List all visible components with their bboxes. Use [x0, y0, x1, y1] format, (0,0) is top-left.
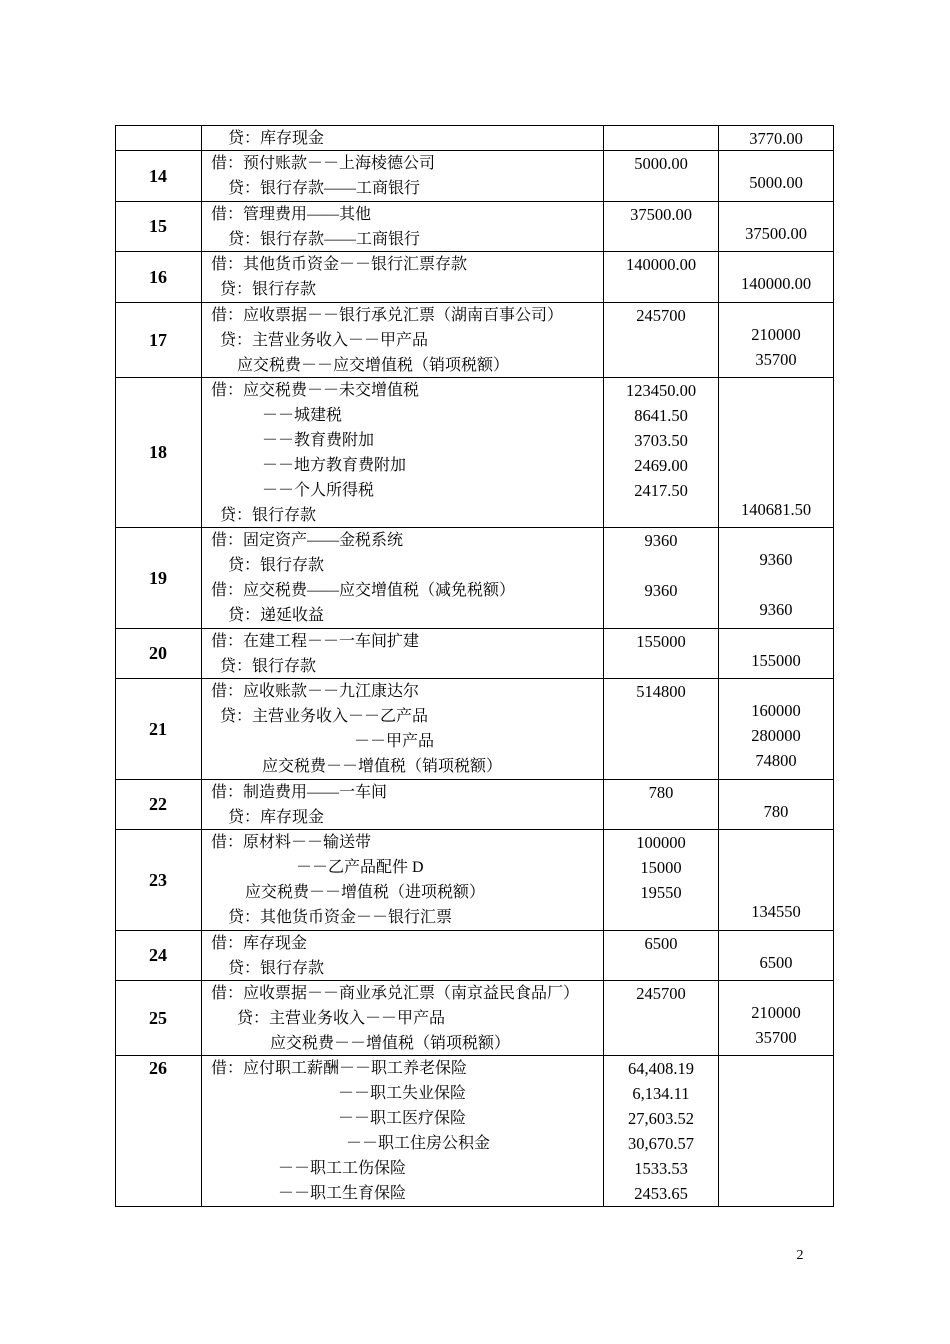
credit-amount: 74800	[755, 751, 797, 770]
journal-row	[115, 780, 834, 829]
table-border	[115, 1206, 834, 1207]
page-number: 2	[796, 1248, 804, 1263]
account-line: 贷：主营业务收入－－乙产品	[220, 708, 429, 725]
debit-amount: 140000.00	[625, 255, 697, 274]
account-line: 贷：递延收益	[228, 607, 325, 624]
debit-amount: 1533.53	[634, 1159, 688, 1178]
account-line: 贷：银行存款	[220, 281, 317, 298]
debit-amount: 245700	[636, 306, 686, 325]
account-line: 贷：主营业务收入－－甲产品	[220, 332, 429, 349]
journal-row	[115, 981, 834, 1055]
credit-amount: 6500	[759, 953, 793, 972]
account-line: －－乙产品配件 D	[296, 859, 424, 876]
entry-number: 16	[149, 266, 167, 287]
debit-amount: 2453.65	[634, 1184, 688, 1203]
debit-amount: 15000	[640, 858, 682, 877]
debit-amount: 2417.50	[634, 481, 688, 500]
account-line: 贷：库存现金	[228, 130, 325, 147]
account-line: 借：制造费用——一车间	[211, 784, 388, 801]
account-line: 应交税费－－增值税（销项税额）	[270, 1035, 511, 1052]
credit-amount: 3770.00	[749, 129, 803, 148]
debit-amount: 27,603.52	[628, 1109, 694, 1128]
account-line: 应交税费－－增值税（进项税额）	[245, 884, 486, 901]
credit-amount: 35700	[755, 350, 797, 369]
entry-number: 22	[149, 794, 167, 814]
account-line: 贷：银行存款	[228, 960, 325, 977]
credit-amount: 140000.00	[740, 274, 812, 293]
account-line: 贷：库存现金	[228, 809, 325, 826]
credit-amount: 134550	[751, 902, 801, 921]
credit-amount: 210000	[751, 1003, 801, 1022]
account-line: 借：应交税费——应交增值税（减免税额）	[211, 582, 516, 599]
account-line: 借：应收账款－－九江康达尔	[211, 683, 420, 700]
entry-number: 21	[149, 718, 167, 739]
credit-amount: 155000	[751, 651, 801, 670]
credit-amount: 160000	[751, 701, 801, 720]
debit-amount: 37500.00	[630, 205, 692, 224]
account-line: 借：应收票据－－银行承兑汇票（湖南百事公司）	[211, 307, 564, 324]
journal-row	[115, 931, 834, 980]
debit-amount: 8641.50	[634, 406, 688, 425]
entry-number: 17	[149, 329, 167, 350]
journal-row	[115, 629, 834, 678]
account-line: －－职工工伤保险	[278, 1160, 407, 1177]
account-line: 贷：主营业务收入－－甲产品	[237, 1010, 446, 1027]
journal-table	[115, 125, 834, 1207]
account-line: 借：库存现金	[211, 935, 308, 952]
credit-amount: 9360	[759, 600, 793, 619]
debit-amount: 514800	[636, 682, 686, 701]
account-line: 借：在建工程－－一车间扩建	[211, 633, 420, 650]
credit-amount: 210000	[751, 325, 801, 344]
debit-amount: 30,670.57	[628, 1134, 694, 1153]
entry-number: 15	[149, 216, 167, 236]
account-line: 贷：银行存款	[220, 507, 317, 524]
account-line: 应交税费－－应交增值税（销项税额）	[237, 357, 510, 374]
credit-amount: 780	[763, 802, 789, 821]
account-line: 借：应收票据－－商业承兑汇票（南京益民食品厂）	[211, 985, 580, 1002]
credit-amount: 280000	[751, 726, 801, 745]
debit-amount: 19550	[640, 883, 682, 902]
debit-amount: 9360	[644, 531, 678, 550]
account-line: 贷：银行存款——工商银行	[228, 231, 421, 248]
entry-number: 18	[149, 442, 167, 462]
account-line: 借：固定资产——金税系统	[211, 532, 404, 549]
account-line: 借：预付账款－－上海棱德公司	[211, 155, 436, 172]
credit-amount: 37500.00	[745, 224, 807, 243]
credit-amount: 5000.00	[749, 173, 803, 192]
account-line: 贷：银行存款	[228, 557, 325, 574]
account-line: －－职工失业保险	[338, 1085, 467, 1102]
journal-row	[115, 1056, 834, 1206]
account-line: 借：管理费用——其他	[211, 206, 372, 223]
journal-row	[115, 378, 834, 527]
debit-amount: 6500	[644, 934, 678, 953]
account-line: －－地方教育费附加	[262, 457, 407, 474]
account-line: －－个人所得税	[262, 482, 375, 499]
entry-number: 24	[149, 945, 167, 965]
account-line: 应交税费－－增值税（销项税额）	[262, 758, 503, 775]
debit-amount: 100000	[636, 833, 686, 852]
journal-row	[115, 126, 834, 150]
entry-number: 25	[149, 1007, 167, 1028]
journal-row	[115, 679, 834, 779]
journal-row	[115, 151, 834, 201]
journal-row	[115, 303, 834, 377]
debit-amount: 3703.50	[634, 431, 688, 450]
debit-amount: 6,134.11	[632, 1084, 690, 1103]
debit-amount: 9360	[644, 581, 678, 600]
debit-amount: 780	[648, 783, 674, 802]
debit-amount: 64,408.19	[628, 1059, 694, 1078]
account-line: 贷：银行存款	[220, 658, 317, 675]
account-line: －－职工住房公积金	[346, 1135, 491, 1152]
journal-row	[115, 252, 834, 302]
account-line: 贷：银行存款——工商银行	[228, 180, 421, 197]
debit-amount: 245700	[636, 984, 686, 1003]
journal-row	[115, 528, 834, 628]
debit-amount: 2469.00	[634, 456, 688, 475]
account-line: 借：其他货币资金－－银行汇票存款	[211, 256, 468, 273]
entry-number: 14	[149, 165, 167, 186]
account-line: －－职工医疗保险	[338, 1110, 467, 1127]
account-line: 借：应付职工薪酬－－职工养老保险	[211, 1060, 468, 1077]
account-line: 借：原材料－－输送带	[211, 834, 372, 851]
entry-number: 26	[149, 1058, 167, 1078]
credit-amount: 140681.50	[740, 500, 812, 519]
journal-row	[115, 202, 834, 251]
debit-amount: 5000.00	[634, 154, 688, 173]
debit-amount: 123450.00	[625, 381, 697, 400]
entry-number: 20	[149, 643, 167, 663]
entry-number: 19	[149, 567, 167, 588]
account-line: －－职工生育保险	[278, 1185, 407, 1202]
credit-amount: 9360	[759, 550, 793, 569]
entry-number: 23	[149, 869, 167, 890]
credit-amount: 35700	[755, 1028, 797, 1047]
account-line: －－城建税	[262, 407, 343, 424]
account-line: 贷：其他货币资金－－银行汇票	[228, 909, 453, 926]
account-line: －－甲产品	[354, 733, 435, 750]
journal-row	[115, 830, 834, 930]
account-line: 借：应交税费－－未交增值税	[211, 382, 420, 399]
account-line: －－教育费附加	[262, 432, 375, 449]
debit-amount: 155000	[636, 632, 686, 651]
